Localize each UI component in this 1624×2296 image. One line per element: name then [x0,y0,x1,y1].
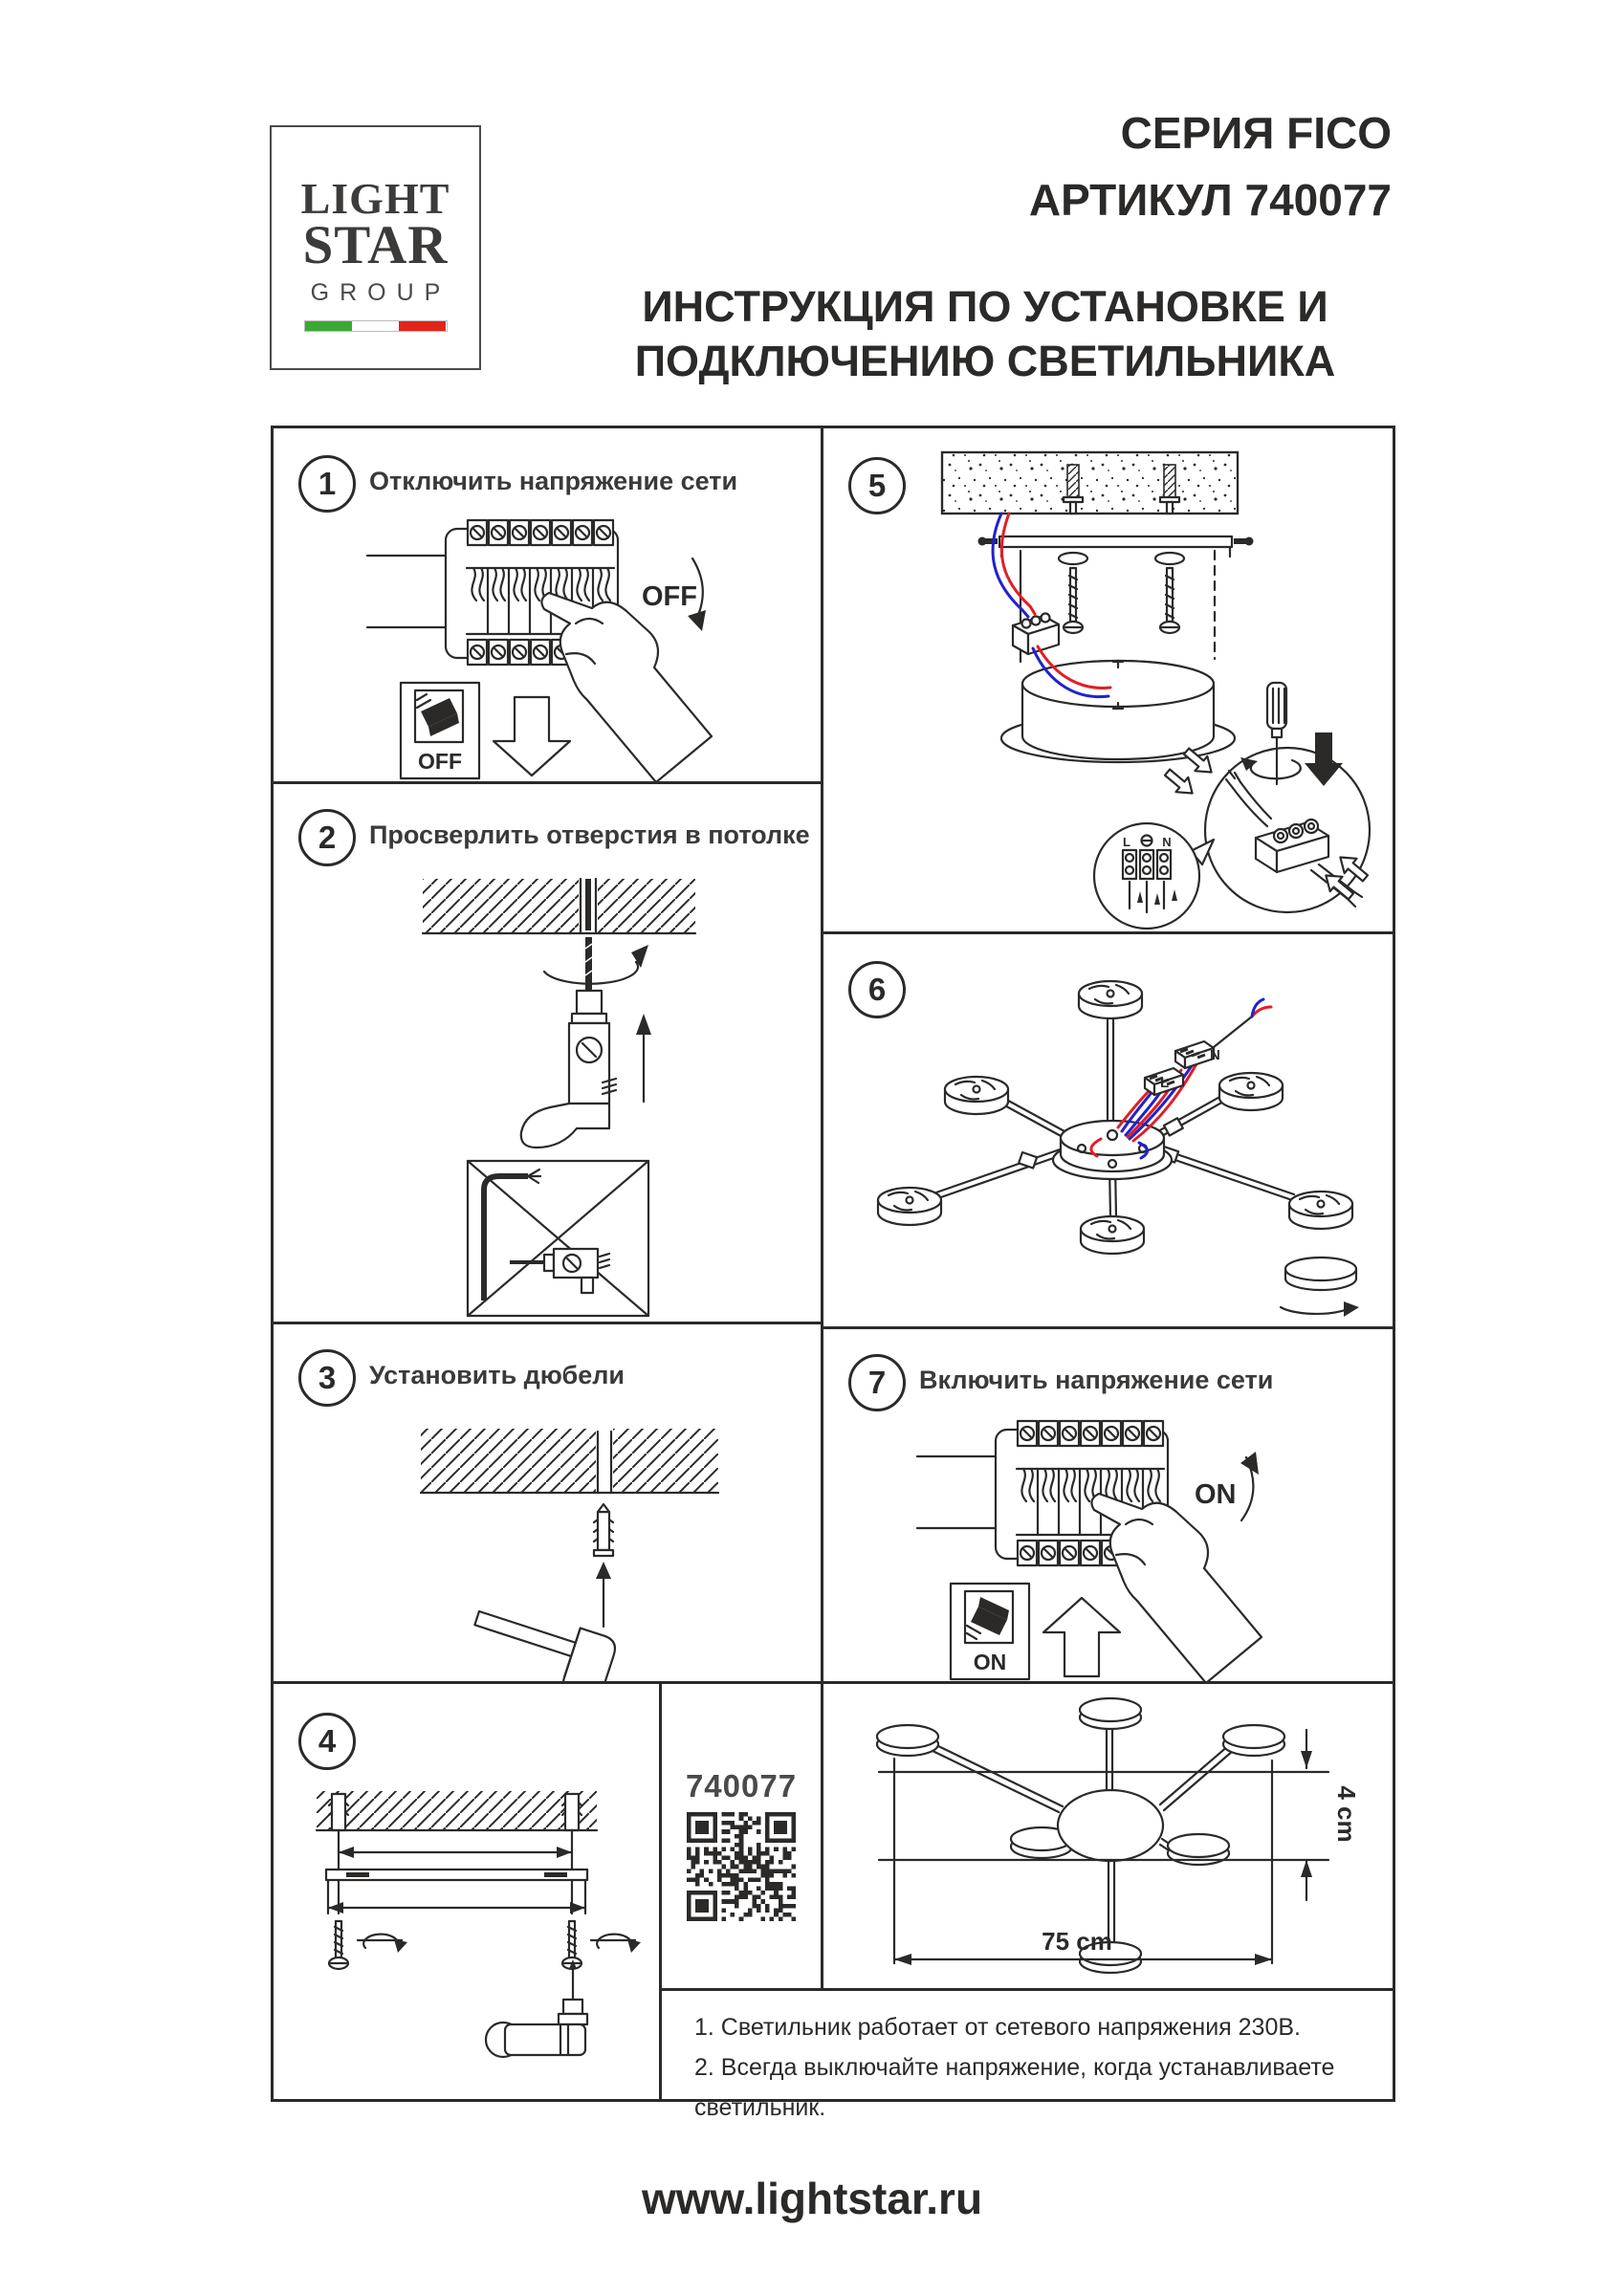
step6-illustration-chandelier-assembly [823,934,1393,1326]
up-arrow-icon [636,1014,651,1102]
step3-number: 3 [298,1349,356,1407]
note-1: 1. Светильник работает от сетевого напряжения 230В. [694,2014,1301,2041]
note-2: 2. Всегда выключайте напряжение, когда устанавливаете светильник. [694,2054,1335,2121]
red-wire [1001,514,1035,614]
wall-switch-off-icon [401,683,479,778]
bar-length-dimension [328,1891,585,1913]
hole-distance-dimension [339,1847,572,1858]
step1-panel [271,426,823,784]
step2-illustration-drill [274,784,821,1322]
step7-label: Включить напряжение сети [919,1366,1274,1394]
breaker-on-text: ON [1195,1479,1237,1510]
decor-ring [1281,1257,1359,1317]
big-up-arrow-icon [1043,1598,1120,1676]
step2-label: Просверлить отверстия в потолке [369,820,810,849]
series-title: СЕРИЯ FICO [1120,108,1392,158]
switch-on-label: ON [973,1650,1007,1674]
height-label: 4 cm [1332,1785,1361,1843]
step3-panel [271,1322,823,1684]
step4-number: 4 [298,1713,356,1770]
step3-label: Установить дюбели [369,1361,625,1389]
pointing-hand-icon [1091,1494,1262,1681]
mounting-plate [978,536,1254,564]
terminal-l-label: L [1123,835,1130,849]
header-series-article [1029,99,1392,233]
step6-number: 6 [848,961,906,1018]
qr-article-number: 740077 [685,1768,798,1804]
screwing-rotation-icons [358,1935,641,1953]
logo-word-group: GROUP [310,279,451,306]
wire-n-label: N [1210,1047,1220,1063]
fixing-screws [1064,568,1179,633]
blue-wire [993,514,1028,617]
no-drill-near-wire-warning [468,1161,648,1316]
up-arrow-icon [596,1562,611,1627]
rotation-arrow-icon [544,945,648,984]
width-label: 75 cm [1042,1927,1112,1956]
rotate-up-arrow-icon [1240,1452,1259,1520]
notes-panel [659,1988,1395,2121]
website-link[interactable]: www.lightstar.ru [641,2174,983,2223]
wall-switch-on-icon [951,1584,1029,1679]
step1-label: Отключить напряжение сети [369,467,738,495]
ceiling-hatch [423,879,695,933]
switch-off-label: OFF [418,749,462,774]
drill-icon [521,991,616,1148]
lightstar-logo [270,125,481,370]
qr-code [687,1812,796,1926]
height-dimension [1301,1730,1361,1900]
step7-number: 7 [848,1354,906,1411]
dimensions-drawing [823,1684,1393,1988]
terminal-n-label: N [1162,835,1172,849]
logo-word-star: STAR [302,215,449,275]
page-title: ИНСТРУКЦИЯ ПО УСТАНОВКЕ И ПОДКЛЮЧЕНИЮ СВЕТИЛЬНИКА [634,282,1336,385]
article-title: АРТИКУЛ 740077 [1028,175,1392,225]
step5-number: 5 [848,457,906,514]
mounting-bar [326,1870,587,1891]
ceiling-hatch [317,1791,597,1830]
step2-number: 2 [298,809,356,866]
pointing-hand-icon [541,593,712,781]
dowel-icon [594,1504,613,1556]
step5-panel [821,426,1395,934]
hub-top-view [1058,1790,1163,1861]
step5-illustration-canopy-wiring [823,428,1393,931]
hammer-icon [464,1597,619,1681]
big-down-arrow-icon [494,697,570,776]
electric-screwdriver-icon [486,1959,587,2057]
wire-l-label: L [1160,1075,1170,1091]
step2-panel [271,781,823,1324]
concrete-ceiling [942,452,1238,514]
step7-panel [821,1326,1395,1684]
central-hub [1053,1121,1172,1179]
logo-word-light: LIGHT [300,174,450,223]
mounting-screws [329,1921,582,1969]
dimensions-panel [821,1681,1395,1991]
italian-flag-icon [304,320,448,332]
step1-number: 1 [298,455,356,513]
qr-panel [659,1681,823,1991]
ceiling-hatch [421,1429,718,1493]
breaker-off-text: OFF [642,581,697,612]
step4-panel [271,1681,662,2102]
step6-panel [821,931,1395,1329]
